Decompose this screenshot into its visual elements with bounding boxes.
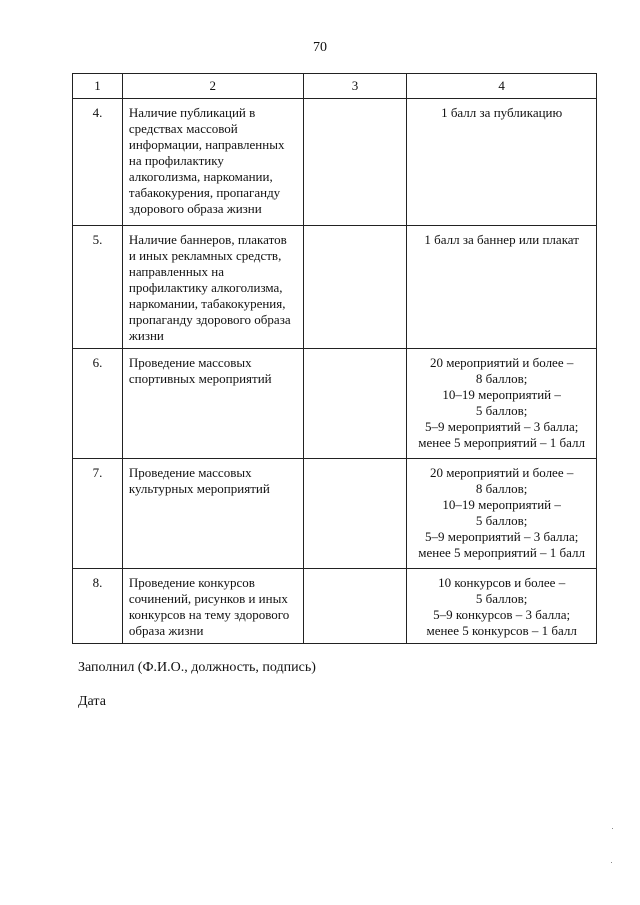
criterion-cell bbox=[122, 569, 303, 644]
criterion-line: Наличие публикаций в bbox=[128, 105, 256, 120]
score-line: 10–19 мероприятий – bbox=[442, 497, 561, 512]
criterion-line: культурных мероприятий bbox=[128, 481, 270, 496]
criterion-line: Проведение конкурсов bbox=[128, 575, 255, 590]
criterion-line: табакокурения, пропаганду bbox=[128, 185, 281, 200]
score-line: 8 баллов; bbox=[475, 371, 528, 386]
score-line: 8 баллов; bbox=[475, 481, 528, 496]
criterion-line: жизни bbox=[128, 328, 164, 343]
table-header-row bbox=[73, 74, 597, 99]
score-line: 10 конкурсов и более – bbox=[438, 575, 566, 590]
criterion-line: на профилактику bbox=[128, 153, 224, 168]
table-row bbox=[73, 226, 597, 349]
score-cell bbox=[407, 459, 597, 569]
table-row bbox=[73, 459, 597, 569]
criterion-cell bbox=[122, 99, 303, 226]
score-line: 5 баллов; bbox=[475, 591, 528, 606]
table-row bbox=[73, 349, 597, 459]
score-cell bbox=[407, 349, 597, 459]
criterion-cell bbox=[122, 459, 303, 569]
criterion-line: Проведение массовых bbox=[128, 465, 252, 480]
score-line: менее 5 мероприятий – 1 балл bbox=[418, 545, 585, 560]
criterion-line: алкоголизма, наркомании, bbox=[128, 169, 273, 184]
criterion-line: Проведение массовых bbox=[128, 355, 252, 370]
criterion-line: Наличие баннеров, плакатов bbox=[128, 232, 287, 247]
value-cell bbox=[303, 459, 407, 569]
column-header-3: 3 bbox=[303, 74, 407, 99]
row-number: 8. bbox=[73, 569, 123, 644]
score-line: 20 мероприятий и более – bbox=[429, 355, 574, 370]
criterion-line: и иных рекламных средств, bbox=[128, 248, 282, 263]
score-line: 5 баллов; bbox=[475, 403, 528, 418]
score-cell bbox=[407, 569, 597, 644]
score-line: менее 5 мероприятий – 1 балл bbox=[418, 435, 585, 450]
score-line: 20 мероприятий и более – bbox=[429, 465, 574, 480]
criterion-line: профилактику алкоголизма, bbox=[128, 280, 283, 295]
column-header-1: 1 bbox=[73, 74, 123, 99]
score-line: 5–9 мероприятий – 3 балла; bbox=[424, 529, 579, 544]
criteria-table bbox=[72, 73, 597, 644]
scan-speck bbox=[611, 862, 612, 863]
criterion-line: сочинений, рисунков и иных bbox=[128, 591, 288, 606]
score-line: 10–19 мероприятий – bbox=[442, 387, 561, 402]
date-label: Дата bbox=[78, 694, 106, 709]
value-cell bbox=[303, 99, 407, 226]
score-line: 5–9 мероприятий – 3 балла; bbox=[424, 419, 579, 434]
column-header-2: 2 bbox=[122, 74, 303, 99]
criterion-line: средствах массовой bbox=[128, 121, 238, 136]
scan-speck bbox=[612, 828, 613, 829]
row-number: 5. bbox=[73, 226, 123, 349]
criterion-line: направленных на bbox=[128, 264, 225, 279]
value-cell bbox=[303, 226, 407, 349]
column-header-4: 4 bbox=[407, 74, 597, 99]
criterion-line: конкурсов на тему здорового bbox=[128, 607, 290, 622]
filled-by-label: Заполнил (Ф.И.О., должность, подпись) bbox=[78, 660, 316, 675]
score-cell bbox=[407, 99, 597, 226]
score-cell bbox=[407, 226, 597, 349]
page-number: 70 bbox=[313, 40, 327, 55]
criterion-line: спортивных мероприятий bbox=[128, 371, 272, 386]
criterion-line: образа жизни bbox=[128, 623, 204, 638]
row-number: 4. bbox=[73, 99, 123, 226]
criterion-line: здорового образа жизни bbox=[128, 201, 262, 216]
table-row bbox=[73, 569, 597, 644]
criterion-line: информации, направленных bbox=[128, 137, 285, 152]
score-line: 5–9 конкурсов – 3 балла; bbox=[433, 607, 571, 622]
score-line: 1 балл за баннер или плакат bbox=[424, 232, 579, 247]
score-line: 5 баллов; bbox=[475, 513, 528, 528]
score-line: 1 балл за публикацию bbox=[441, 105, 563, 120]
criterion-line: наркомании, табакокурения, bbox=[128, 296, 286, 311]
value-cell bbox=[303, 349, 407, 459]
table-row bbox=[73, 99, 597, 226]
criterion-cell bbox=[122, 349, 303, 459]
score-line: менее 5 конкурсов – 1 балл bbox=[426, 623, 577, 638]
row-number: 6. bbox=[73, 349, 123, 459]
value-cell bbox=[303, 569, 407, 644]
criterion-cell bbox=[122, 226, 303, 349]
row-number: 7. bbox=[73, 459, 123, 569]
criterion-line: пропаганду здорового образа bbox=[128, 312, 291, 327]
